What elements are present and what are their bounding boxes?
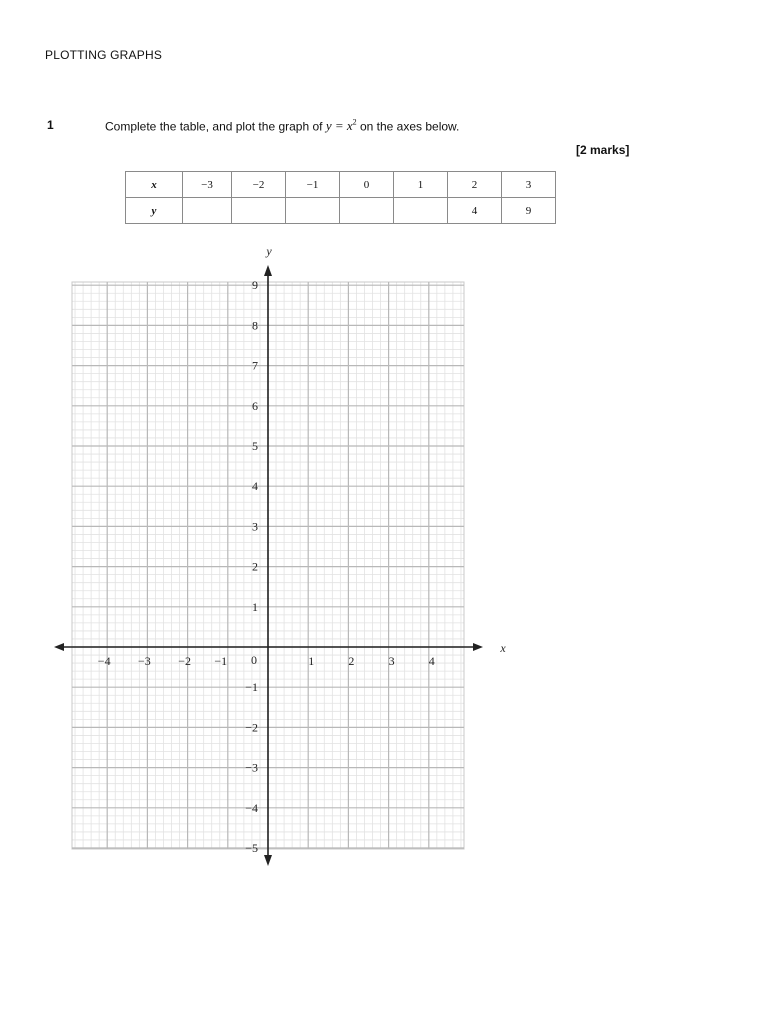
- y-tick-label: 3: [252, 519, 258, 534]
- y-tick-label: 9: [252, 278, 258, 293]
- y-cell: 9: [502, 198, 556, 224]
- x-row-label: x: [126, 172, 183, 198]
- origin-label: 0: [251, 653, 257, 667]
- equation-exponent: 2: [352, 118, 357, 127]
- x-tick-label: 4: [428, 654, 435, 668]
- marks-label: [2 marks]: [576, 143, 630, 157]
- y-tick-label: −1: [245, 680, 258, 695]
- y-axis-arrow-up: [264, 265, 272, 276]
- y-axis-arrow-down: [264, 855, 272, 866]
- x-tick-label: 1: [308, 654, 315, 668]
- y-tick-label: −2: [245, 720, 258, 735]
- question-text-after: on the axes below.: [359, 119, 460, 134]
- question-number: 1: [47, 118, 54, 132]
- question-text-before: Complete the table, and plot the graph of: [105, 119, 323, 134]
- x-tick-label: −3: [138, 654, 151, 668]
- y-tick-label: −5: [245, 841, 258, 855]
- y-tick-label: 4: [252, 479, 258, 494]
- x-tick-label: −1: [214, 654, 228, 668]
- x-axis-label: x: [500, 641, 506, 655]
- x-axis-arrow-right: [473, 643, 483, 651]
- x-tick-label: −2: [178, 654, 191, 668]
- y-tick-label: 2: [252, 559, 258, 574]
- x-axis-arrow-left: [54, 643, 64, 651]
- x-tick-label: 3: [388, 654, 395, 668]
- y-tick-label: 5: [252, 439, 258, 453]
- x-cell: 2: [448, 172, 502, 198]
- y-tick-label: 7: [252, 358, 258, 373]
- y-cell: 4: [448, 198, 502, 224]
- x-tick-label: 2: [348, 654, 355, 668]
- x-cell: 0: [340, 172, 394, 198]
- x-cell: 1: [394, 172, 448, 198]
- y-row-label: y: [126, 198, 183, 224]
- x-cell: 3: [502, 172, 556, 198]
- x-cell: −3: [183, 172, 232, 198]
- y-tick-label: −4: [245, 800, 258, 815]
- y-tick-label: 1: [252, 599, 258, 614]
- y-tick-label: 8: [252, 318, 258, 333]
- x-cell: −2: [232, 172, 286, 198]
- y-tick-label: −3: [245, 760, 258, 775]
- y-axis-label: y: [266, 244, 272, 258]
- x-cell: −1: [286, 172, 340, 198]
- equation-lhs: y = x: [325, 118, 353, 134]
- x-tick-label: −4: [97, 654, 111, 668]
- y-tick-label: 6: [252, 398, 258, 413]
- page-heading: PLOTTING GRAPHS: [45, 48, 163, 62]
